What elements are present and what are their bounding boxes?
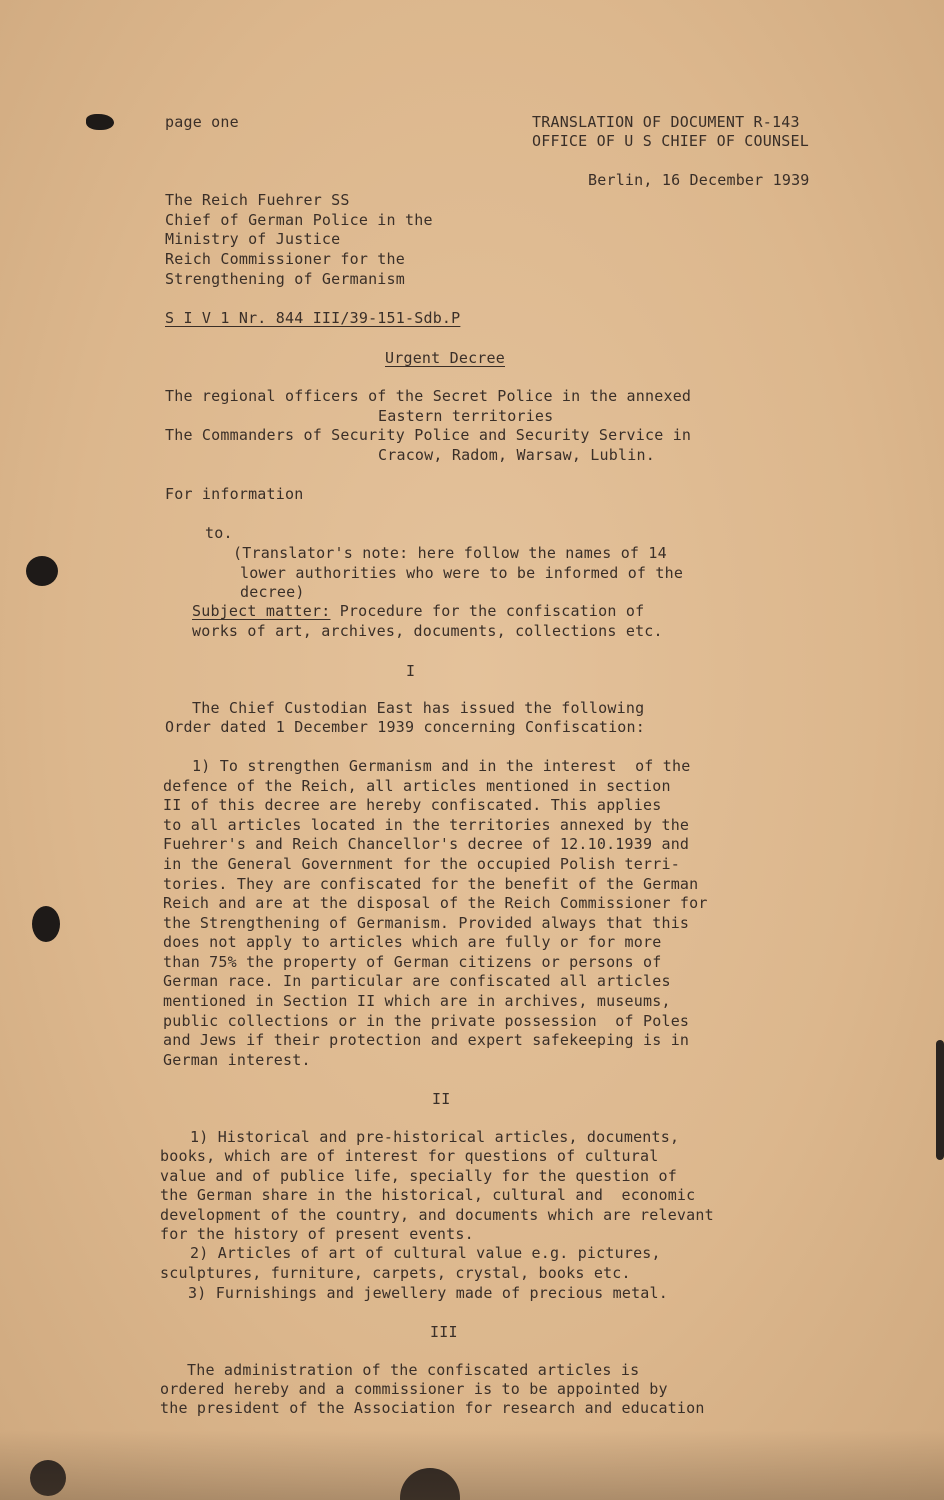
section-1-line: defence of the Reich, all articles mentioned in section [163, 777, 671, 795]
translation-line: TRANSLATION OF DOCUMENT R-143 [532, 113, 800, 131]
section-1-line: in the General Government for the occupied Polish terri- [163, 855, 680, 873]
hole-punch-lower [32, 906, 60, 942]
section-2-line: development of the country, and documents which are relevant [160, 1206, 714, 1224]
section-3-line: The administration of the confiscated articles is [187, 1361, 640, 1379]
section-heading: I [406, 662, 416, 680]
sender-line: Strengthening of Germanism [165, 270, 405, 288]
addressee-line: Eastern territories [378, 407, 554, 425]
section-heading: II [432, 1090, 451, 1108]
hole-punch-upper [26, 556, 58, 586]
translator-note-line: lower authorities who were to be informed of the [240, 564, 684, 582]
for-information: For information [165, 485, 304, 503]
ink-blot-top [86, 114, 114, 130]
subject-text: Procedure for the confiscation of [330, 602, 645, 620]
section-2-line: books, which are of interest for questions of cultural [160, 1147, 659, 1165]
section-1-line: the Strengthening of Germanism. Provided always that this [163, 914, 690, 932]
addressee-line: The regional officers of the Secret Police in the annexed [165, 387, 692, 405]
section-3-line: ordered hereby and a commissioner is to be appointed by [160, 1380, 668, 1398]
sender-line: Reich Commissioner for the [165, 250, 405, 268]
bottom-shadow [0, 1430, 944, 1500]
office-line: OFFICE OF U S CHIEF OF COUNSEL [532, 132, 809, 150]
to-label: to. [205, 524, 233, 542]
section-1-intro: Order dated 1 December 1939 concerning Confiscation: [165, 718, 645, 736]
section-1-line: Reich and are at the disposal of the Reich Commissioner for [163, 894, 708, 912]
right-edge-mark [936, 1040, 944, 1160]
sender-line: The Reich Fuehrer SS [165, 191, 350, 209]
section-1-line: German interest. [163, 1051, 311, 1069]
section-2-line: value and of publice life, specially for the question of [160, 1167, 677, 1185]
section-2-line: 3) Furnishings and jewellery made of precious metal. [188, 1284, 668, 1302]
section-heading: III [430, 1323, 458, 1341]
section-3-line: the president of the Association for research and education [160, 1399, 705, 1417]
section-1-line: does not apply to articles which are fully or for more [163, 933, 662, 951]
section-1-line: II of this decree are hereby confiscated. This applies [163, 796, 662, 814]
section-1-line: and Jews if their protection and expert safekeeping is in [163, 1031, 690, 1049]
section-1-line: German race. In particular are confiscated all articles [163, 972, 671, 990]
reference-number: S I V 1 Nr. 844 III/39-151-Sdb.P [165, 309, 461, 327]
addressee-line: The Commanders of Security Police and Security Service in [165, 426, 692, 444]
page-label: page one [165, 113, 239, 131]
section-1-line: tories. They are confiscated for the benefit of the German [163, 875, 699, 893]
section-2-line: for the history of present events. [160, 1225, 474, 1243]
subject-line [192, 602, 644, 622]
section-1-line: 1) To strengthen Germanism and in the interest of the [192, 757, 691, 775]
section-1-line: mentioned in Section II which are in archives, museums, [163, 992, 671, 1010]
sender-line: Ministry of Justice [165, 230, 341, 248]
subject-line: works of art, archives, documents, collections etc. [192, 622, 663, 640]
section-1-intro: The Chief Custodian East has issued the following [192, 699, 645, 717]
sender-line: Chief of German Police in the [165, 211, 433, 229]
section-1-line: Fuehrer's and Reich Chancellor's decree of 12.10.1939 and [163, 835, 690, 853]
section-1-line: to all articles located in the territories annexed by the [163, 816, 690, 834]
subject-label: Subject matter: [192, 602, 331, 620]
section-2-line: the German share in the historical, cultural and economic [160, 1186, 696, 1204]
addressee-line: Cracow, Radom, Warsaw, Lublin. [378, 446, 655, 464]
section-1-line: public collections or in the private possession of Poles [163, 1012, 690, 1030]
translator-note-line: decree) [240, 583, 305, 601]
section-2-line: 1) Historical and pre-historical articles, documents, [190, 1128, 680, 1146]
translator-note-line: (Translator's note: here follow the names of 14 [233, 544, 667, 562]
section-1-line: than 75% the property of German citizens or persons of [163, 953, 662, 971]
section-2-line: sculptures, furniture, carpets, crystal, books etc. [160, 1264, 631, 1282]
decree-title: Urgent Decree [385, 349, 505, 367]
section-2-line: 2) Articles of art of cultural value e.g. pictures, [190, 1244, 661, 1262]
date-line: Berlin, 16 December 1939 [588, 171, 810, 189]
